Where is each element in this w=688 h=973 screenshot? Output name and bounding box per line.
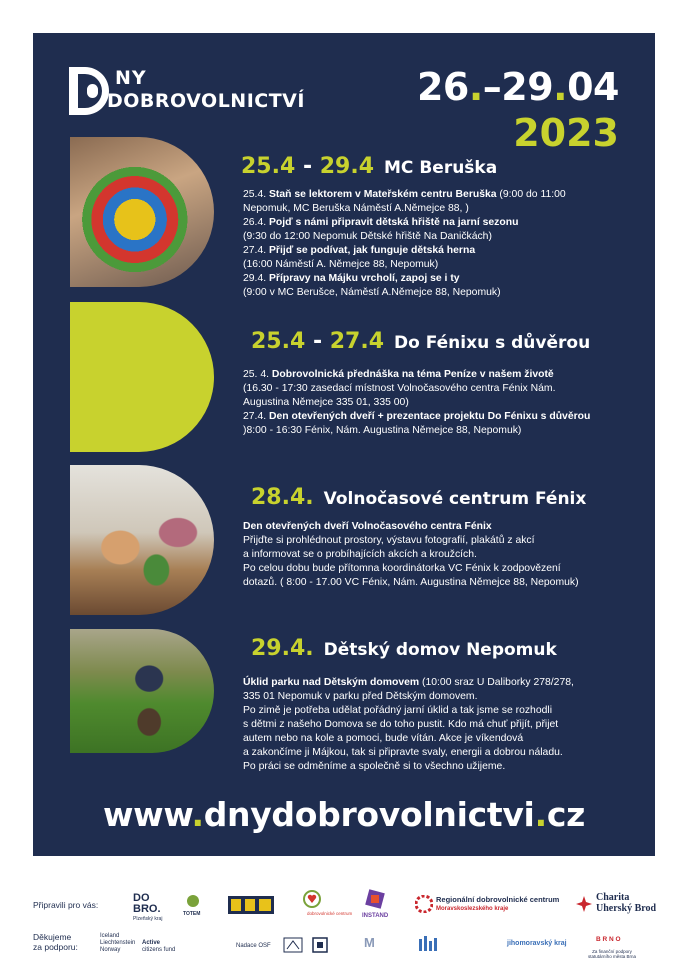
logo-line-2: DOBROVOLNICTVÍ [107, 90, 305, 112]
section-name: Dětský domov Nepomuk [323, 640, 557, 660]
section-date-sep: - [305, 329, 330, 354]
instand-icon [365, 889, 385, 909]
prepared-label: Připravili pro vás: [33, 900, 99, 910]
thanks-label: Děkujeme za podporu: [33, 932, 78, 952]
section-line: s dětmi z našeho Domova se do toho pustit. Kdo má chuť přijít, přijet [243, 719, 559, 730]
photo-easter-decoration [70, 465, 214, 615]
section-title-fenix-duvera [251, 329, 590, 354]
nadace-osf: Nadace OSF [236, 943, 271, 949]
dobro-sub: Plzeňský kraj [133, 916, 163, 922]
date-dot: . [468, 65, 483, 109]
section-title-beruska [241, 154, 497, 179]
section-line: Přijďte si prohlédnout prostory, výstavu fotografií, plakátů z akcí [243, 535, 535, 546]
charita-cross-icon [575, 895, 593, 913]
charita-label-1: Charita [596, 892, 630, 903]
charita-label-2: Uherský Brod [596, 903, 657, 914]
ministry-interior-icon [418, 935, 444, 951]
section-line: 25.4. Staň se lektorem v Mateřském centru Beruška (9:00 do 11:00 [243, 189, 566, 200]
section-line: (16:00 Náměstí A. Němejce 88, Nepomuk) [243, 259, 439, 270]
section-date: 29.4. [251, 636, 314, 661]
iceland-liechtenstein-norway: Iceland Liechtenstein Norway [100, 933, 136, 953]
regional-centre-logo [415, 895, 433, 913]
instand-logo [365, 889, 385, 912]
section-line: 25. 4. Dobrovolnická přednáška na téma Peníze v našem životě [243, 369, 554, 380]
brno-logo: B R N O [596, 936, 621, 943]
dobrovolnicke-label: dobrovolnické centrum [307, 911, 353, 916]
regional-centre-label-2: Moravskoslezského kraje [436, 906, 509, 912]
section-date-start: 25.4 [241, 154, 296, 179]
section-line: a zakončíme ji Májkou, tak si připravte svaly, energii a dobrou náladu. [243, 747, 563, 758]
section-date-sep: - [295, 154, 320, 179]
dny-dobrovolnictvi-logo [69, 67, 369, 123]
date-start: 26 [416, 65, 469, 109]
section-line: Po práci se odměníme a společně si to všechno užijeme. [243, 761, 506, 772]
section-date-end: 27.4 [329, 329, 385, 354]
section-line: Den otevřených dveří Volnočasového centra Fénix [243, 521, 492, 532]
partner-badge-logo [228, 896, 274, 917]
partner-seal-icon [283, 937, 303, 953]
ministry-mv-logo [363, 933, 383, 954]
section-name: Do Fénixu s důvěrou [394, 333, 591, 353]
section-date-end: 29.4 [319, 154, 375, 179]
section-line: )8:00 - 16:30 Fénix, Nám. Augustina Němejce 88, Nepomuk) [243, 425, 522, 436]
dobrovolnicke-logo [303, 890, 321, 911]
section-body-beruska [243, 188, 643, 300]
section-line: Úklid parku nad Dětským domovem (10:00 sraz U Daliborky 278/278, [243, 677, 574, 688]
section-body-volnocasove [243, 520, 643, 590]
instand-label: INSTAND [362, 913, 389, 919]
section-line: 27.4. Den otevřených dveří + prezentace projektu Do Fénixu s důvěrou [243, 411, 591, 422]
section-title-volnocasove [251, 485, 586, 510]
partner-mark-logo [312, 937, 328, 956]
date-month: 04 [567, 65, 619, 109]
section-line: Augustina Němejce 335 01, 335 00) [243, 397, 409, 408]
section-line: Po zimě je potřeba udělat pořádný jarní úklid a tak jsme se rozhodli [243, 705, 552, 716]
section-line: 335 01 Nepomuk v parku před Dětským domovem. [243, 691, 478, 702]
regional-centre-label-1: Regionální dobrovolnické centrum [436, 895, 560, 904]
heart-icon [303, 890, 321, 908]
charita-logo [575, 895, 593, 916]
photo-park-cleanup [70, 629, 214, 753]
date-dot: . [553, 65, 568, 109]
lime-d-shape [70, 302, 214, 452]
regional-centre-icon [415, 895, 433, 913]
partner-seal-logo [283, 937, 303, 956]
section-name: MC Beruška [384, 158, 498, 178]
brno-support: Za finanční podpory statutárního města Brna [588, 949, 637, 959]
partner-mark-icon [312, 937, 328, 953]
event-year: 2023 [513, 111, 619, 155]
section-line: Po celou dobu bude přítomna koordinátorka VC Fénix k zodpovězení [243, 563, 561, 574]
section-line: (16.30 - 17:30 zasedací místnost Volnočasového centra Fénix Nám. [243, 383, 556, 394]
section-line: autem nebo na kole a pomoci, bude vítán. Akce je víkendová [243, 733, 524, 744]
jihomoravsky-kraj: jihomoravský kraj [507, 940, 567, 947]
section-line: dotazů. ( 8:00 - 17.00 VC Fénix, Nám. Augustina Němejce 88, Nepomuk) [243, 577, 579, 588]
photo-children-parachute [70, 137, 214, 287]
svg-text:M: M [364, 935, 375, 950]
section-body-fenix-duvera [243, 368, 643, 438]
event-dates [417, 65, 619, 109]
ministry-interior-logo [418, 935, 444, 954]
section-title-detsky-domov [251, 636, 557, 661]
section-line: 29.4. Přípravy na Májku vrcholí, zapoj se i ty [243, 273, 460, 284]
section-name: Volnočasové centrum Fénix [323, 489, 587, 509]
dobro-logo: DO BRO. [133, 892, 161, 915]
section-line: (9:30 do 12:00 Nepomuk Dětské hřiště Na Daničkách) [243, 231, 492, 242]
totem-logo [183, 894, 203, 911]
date-end: –29 [482, 65, 554, 109]
website-url[interactable]: www.dnydobrovolnictvi.cz [103, 795, 585, 834]
totem-leaf-icon [183, 894, 203, 908]
section-line: a informovat se o probíhajících akcích a kroužcích. [243, 549, 477, 560]
logo-d-mark-icon [69, 67, 109, 115]
section-line: 27.4. Přijď se podívat, jak funguje dětská herna [243, 245, 476, 256]
poster [33, 33, 655, 856]
totem-label: TOTEM [183, 911, 201, 917]
section-date: 28.4. [251, 485, 314, 510]
section-line: (9:00 v MC Berušce, Náměstí A.Němejce 88, Nepomuk) [243, 287, 501, 298]
partner-badge-icon [228, 896, 274, 914]
section-line: Nepomuk, MC Beruška Náměstí A.Němejce 88, ) [243, 203, 469, 214]
ministry-mv-icon [363, 933, 383, 951]
active-citizens-fund: Active citizens fund [142, 940, 176, 953]
section-body-detsky-domov [243, 676, 643, 774]
logo-line-1: NY [115, 67, 147, 89]
section-line: 26.4. Pojď s námi připravit dětská hřiště na jarní sezonu [243, 217, 519, 228]
section-date-start: 25.4 [251, 329, 306, 354]
